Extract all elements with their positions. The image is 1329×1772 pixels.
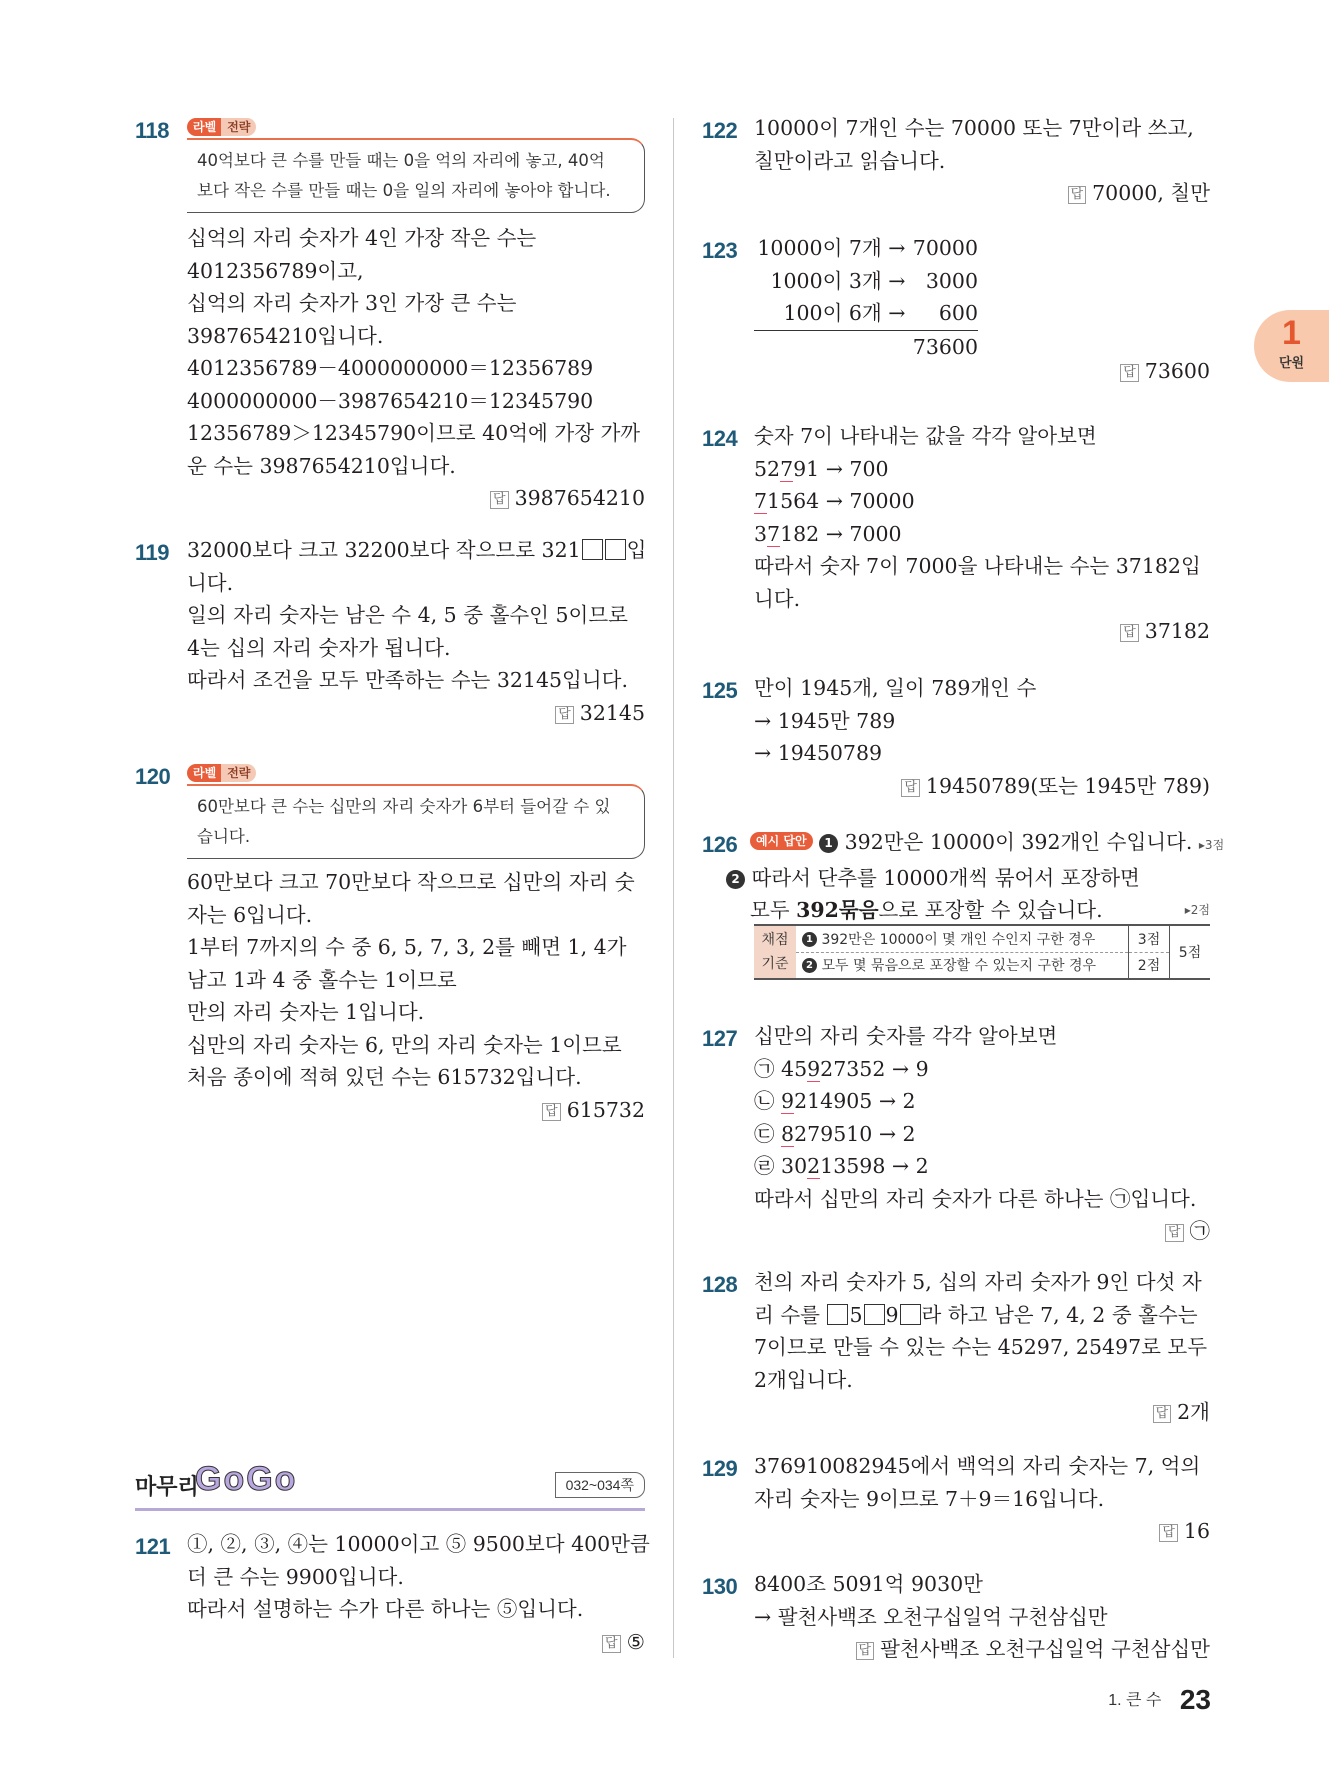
answer: 답 팔천사백조 오천구십일억 구천삼십만 — [754, 1633, 1210, 1666]
section-label: 마무리 — [135, 1474, 199, 1499]
problem-number: 119 — [135, 540, 169, 565]
answer: 답 615732 — [187, 1094, 645, 1127]
blank-box — [864, 1304, 885, 1325]
solution-text: 숫자 7이 나타내는 값을 각각 알아보면 52791 → 700 71564 → 70000 37182 → 7000 따라서 숫자 7이 7000을 나타내는 수는 37182입 니다. 답 37182 — [754, 420, 1210, 648]
problem-number: 125 — [702, 678, 738, 703]
solution-text: 32000보다 크고 32200보다 작으므로 321 입 니다. 일의 자리 숫자는 남은 수 4, 5 중 홀수인 5이므로 4는 십의 자리 숫자가 됩니다. 따라서 조건을 모두 만족하는 수는 32145입니다. 답 32145 — [187, 534, 645, 729]
solution-text: 만이 1945개, 일이 789개인 수 → 1945만 789 → 19450789 답 19450789(또는 1945만 789) — [754, 672, 1210, 802]
answer: 답 70000, 칠만 — [754, 177, 1210, 210]
solution-text: 60만보다 크고 70만보다 작으므로 십만의 자리 숫 자는 6입니다. 1부터 7까지의 수 중 6, 5, 7, 3, 2를 빼면 1, 4가 남고 1과 4 중 홀수는 1이므로 만의 자리 숫자는 1입니다. 십만의 자리 숫자는 6, 만의 자리 숫자는 1이므로 처음 종이에 적혀 있던 수는 615732입니다. 답 615732 — [187, 866, 645, 1126]
answer: 답 2개 — [754, 1396, 1210, 1429]
solution-text: 376910082945에서 백억의 자리 숫자는 7, 억의 자리 숫자는 9이므로 7＋9＝16입니다. 답 16 — [754, 1450, 1210, 1548]
solution-text: ①, ②, ③, ④는 10000이고 ⑤ 9500보다 400만큼 더 큰 수는 9900입니다. 따라서 설명하는 수가 다른 하나는 ⑤입니다. 답 ⑤ — [187, 1528, 645, 1658]
solution-text: 십만의 자리 숫자를 각각 알아보면 ㉠ 45927352 → 9 ㉡ 9214905 → 2 ㉢ 8279510 → 2 ㉣ 30213598 → 2 따라서 십만의 자리 숫자가 다른 하나는 ㉠입니다. 답 ㉠ — [754, 1020, 1210, 1248]
blank-box — [582, 539, 603, 560]
unit-tab — [1254, 310, 1329, 382]
page-footer — [1108, 1684, 1211, 1716]
addition-table: 10000이 7개 → 70000 1000이 3개 → 3000 100이 6개 → 600 73600 — [754, 232, 978, 363]
blank-box — [827, 1304, 848, 1325]
answer: 답 ⑤ — [187, 1626, 645, 1659]
answer: 답 73600 — [754, 355, 1210, 388]
blank-box — [900, 1304, 921, 1325]
solution-text: 십억의 자리 숫자가 4인 가장 작은 수는 4012356789이고, 십억의 자리 숫자가 3인 가장 큰 수는 3987654210입니다. 4012356789－4000000000＝12356789 4000000000－3987654210＝12345790 12356789＞12345790이므로 40억에 가장 가까 운 수는 3987654210입니다. 답 3987654210 — [187, 222, 645, 515]
answer: 답 ㉠ — [754, 1215, 1210, 1248]
answer: 답 19450789(또는 1945만 789) — [754, 770, 1210, 803]
problem-number: 129 — [702, 1456, 738, 1481]
solution-text: 8400조 5091억 9030만 → 팔천사백조 오천구십일억 구천삼십만 답 팔천사백조 오천구십일억 구천삼십만 — [754, 1568, 1210, 1666]
section-header — [135, 1460, 645, 1511]
chapter-title: 1. 큰 수 — [1108, 1692, 1162, 1709]
problem-number: 130 — [702, 1574, 738, 1599]
solution-text: 10000이 7개인 수는 70000 또는 7만이라 쓰고, 칠만이라고 읽습니다. 답 70000, 칠만 — [754, 112, 1210, 210]
problem-number: 127 — [702, 1026, 738, 1051]
gogo-logo: GoGo — [195, 1460, 298, 1498]
problem-number: 121 — [135, 1534, 171, 1559]
solution-text: 천의 자리 숫자가 5, 십의 자리 숫자가 9인 다섯 자 리 수를 5 9 라 하고 남은 7, 4, 2 중 홀수는 7이므로 만들 수 있는 수는 45297, 25497로 모두 2개입니다. 답 2개 — [754, 1266, 1210, 1429]
column-divider — [673, 118, 674, 1658]
problem-number: 122 — [702, 118, 738, 143]
answer: 답 3987654210 — [187, 482, 645, 515]
problem-number: 126 — [702, 832, 738, 857]
page-range: 032~034쪽 — [555, 1472, 645, 1498]
unit-label: 단원 — [1278, 355, 1305, 370]
problem-number: 124 — [702, 426, 738, 451]
strategy-box: 60만보다 큰 수는 십만의 자리 숫자가 6부터 들어갈 수 있 습니다. — [187, 784, 645, 859]
answer: 답 37182 — [754, 615, 1210, 648]
page-number: 23 — [1179, 1684, 1211, 1715]
strategy-box: 40억보다 큰 수를 만들 때는 0을 억의 자리에 놓고, 40억 보다 작은 수를 만들 때는 0을 일의 자리에 놓아야 합니다. — [187, 138, 645, 213]
example-answer-tag: 예시 답안 — [750, 832, 813, 850]
answer: 답 16 — [754, 1515, 1210, 1548]
strategy-tag: 라벨 전략 — [187, 118, 256, 139]
problem-number: 118 — [135, 118, 169, 143]
unit-number: 1 — [1282, 314, 1301, 352]
blank-box — [605, 539, 626, 560]
problem-number: 123 — [702, 238, 738, 263]
problem-number: 128 — [702, 1272, 738, 1297]
problem-number: 120 — [135, 764, 171, 789]
scoring-criteria-table: 채점 기준 1 392만은 10000이 몇 개인 수인지 구한 경우 3점 5점 2 모두 몇 묶음으로 포장할 수 있는지 구한 경우 2점 — [754, 924, 1210, 980]
strategy-tag: 라벨 전략 — [187, 764, 256, 785]
solution-text: 예시 답안 1 392만은 10000이 392개인 수입니다. ▸3점 2 따라서 단추를 10000개씩 묶어서 포장하면 모두 392묶음으로 포장할 수 있습니다. ▸2점 — [750, 826, 1210, 927]
answer: 답 32145 — [187, 697, 645, 730]
solution-text — [754, 232, 1210, 388]
